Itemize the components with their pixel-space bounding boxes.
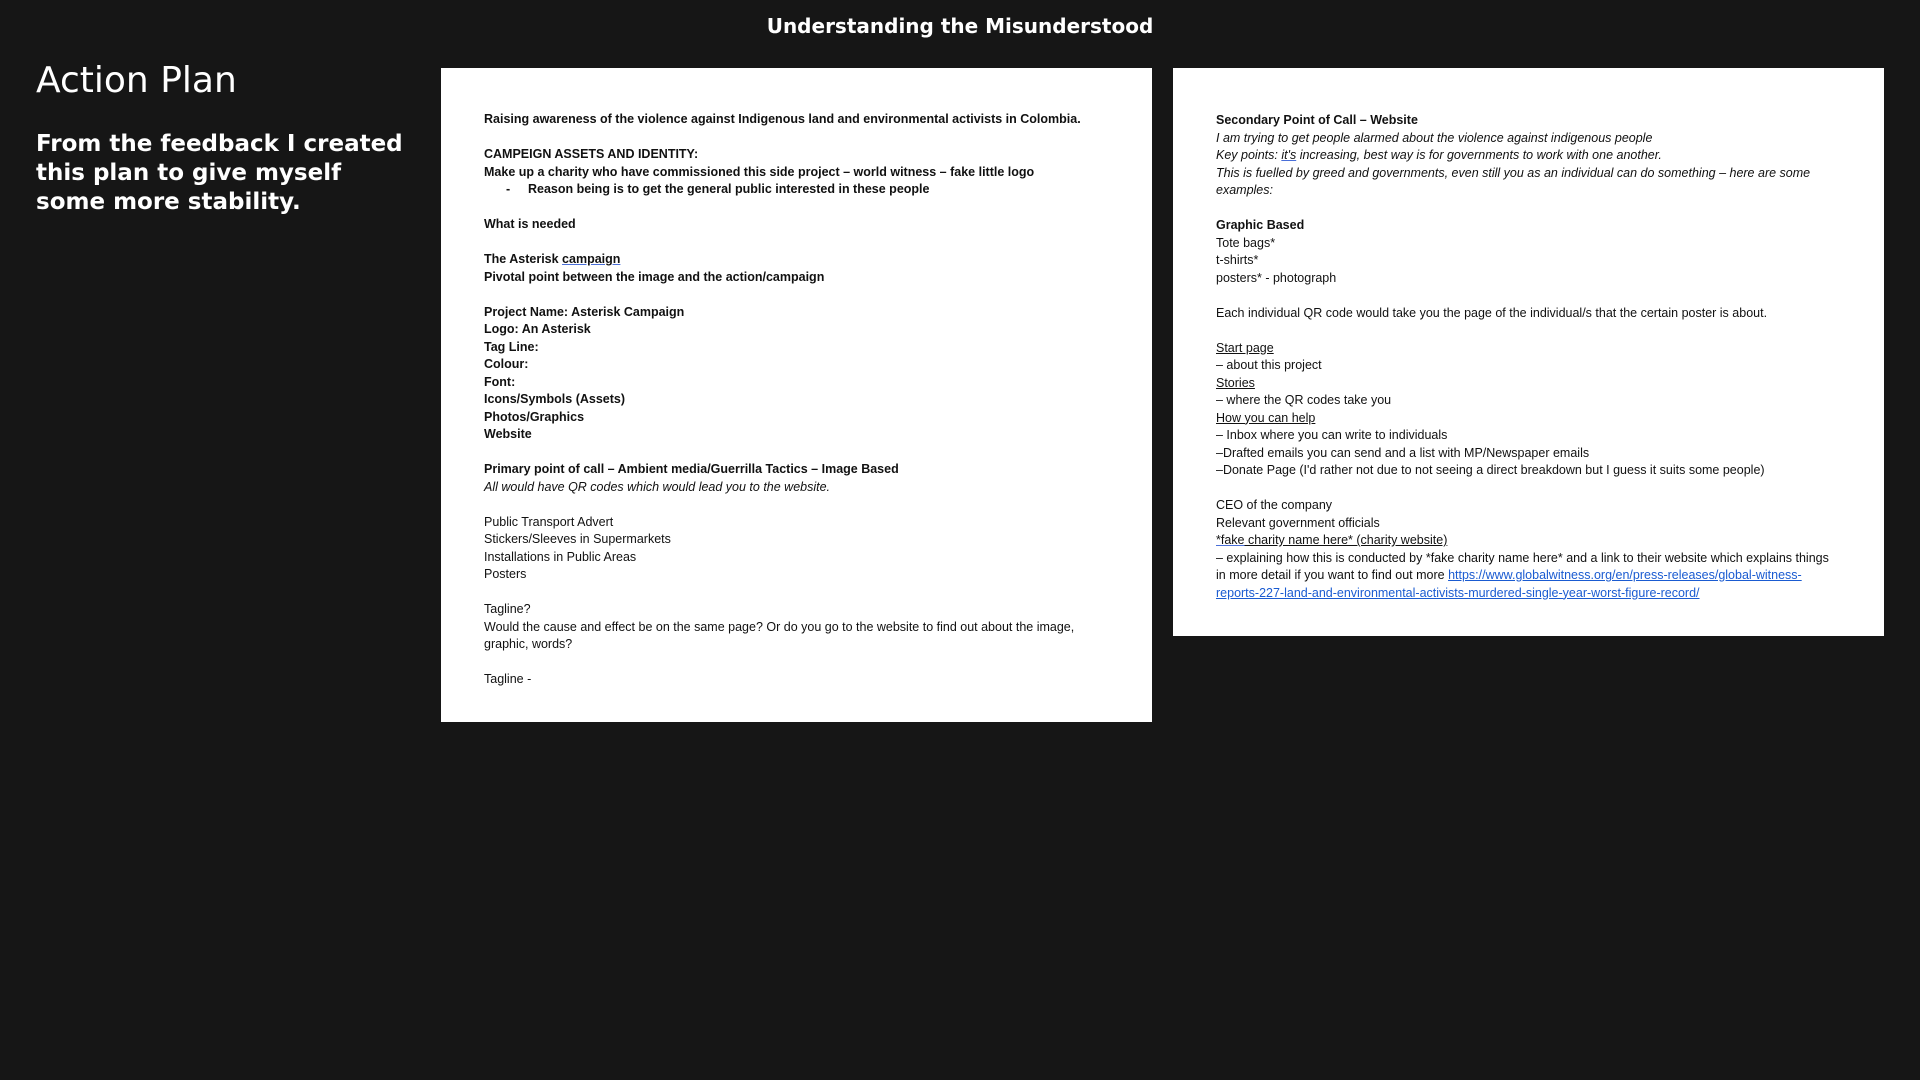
media-item: Stickers/Sleeves in Supermarkets — [484, 532, 671, 546]
primary-note: All would have QR codes which would lead you to the website. — [484, 479, 831, 494]
help-item: –Drafted emails you can send and a list with MP/Newspaper emails — [1216, 445, 1590, 460]
officials-line: Relevant government officials — [1216, 515, 1380, 530]
help-item: –Donate Page (I'd rather not due to not seeing a direct breakdown but I guess it suits some people) — [1216, 463, 1765, 477]
asterisk-prefix: The Asterisk — [484, 252, 563, 266]
field-project-name: Project Name: Asterisk Campaign — [484, 304, 685, 319]
key-points-line — [1216, 147, 1842, 165]
explain-text: – explaining how this is conducted by *fake charity name here* and a link to their website which explains things in more detail if you want to find out more — [1216, 550, 1833, 582]
stories-desc: – where the QR codes take you — [1216, 393, 1392, 407]
bullet-item — [484, 181, 1110, 199]
key-word: it's — [1281, 148, 1297, 162]
bullet-dash: - — [506, 182, 511, 196]
field-website: Website — [484, 427, 532, 441]
fake-rest: charity name here* (charity website) — [1244, 533, 1448, 547]
charity-line: Make up a charity who have commissioned this side project – world witness – fake little logo — [484, 164, 1035, 179]
media-item: Installations in Public Areas — [484, 549, 637, 564]
tagline-question: Tagline? — [484, 602, 531, 616]
ceo-line: CEO of the company — [1216, 498, 1333, 512]
media-item: Public Transport Advert — [484, 514, 614, 529]
field-photos: Photos/Graphics — [484, 409, 585, 424]
fake-charity-line — [1216, 532, 1842, 550]
global-witness-link[interactable]: https://www.globalwitness.org/en/press-releases/global-witness-reports-227-land-and-environmental-activists-murdered-single-year-worst-figure-record/ — [1216, 568, 1802, 600]
help-heading: How you can help — [1216, 410, 1316, 425]
pivotal-point: Pivotal point between the image and the action/campaign — [484, 269, 825, 284]
graphic-item: t-shirts* — [1216, 253, 1259, 267]
cause-effect: Would the cause and effect be on the same page? Or do you go to the website to find out about the image, graphic, words? — [484, 619, 1078, 651]
presentation-title: Understanding the Misunderstood — [766, 14, 1154, 38]
start-page-desc: – about this project — [1216, 358, 1322, 372]
media-item: Posters — [484, 567, 527, 581]
fake-word: *fake — [1216, 533, 1245, 547]
slide-heading: Action Plan — [36, 60, 237, 101]
doc-intro: Raising awareness of the violence against Indigenous land and environmental activists in Colombia. — [484, 112, 1081, 126]
assets-heading: CAMPEIGN ASSETS AND IDENTITY: — [484, 147, 699, 161]
asterisk-campaign-word: campaign — [562, 252, 621, 266]
key-prefix: Key points: — [1216, 148, 1282, 162]
key-rest: increasing, best way is for governments to work with one another. — [1296, 148, 1662, 162]
field-tag-line: Tag Line: — [484, 339, 539, 354]
graphic-item: Tote bags* — [1216, 235, 1276, 250]
slide-subheading: From the feedback I created this plan to give myself some more stability. — [36, 131, 403, 215]
primary-heading: Primary point of call – Ambient media/Guerrilla Tactics – Image Based — [484, 462, 899, 476]
explain-paragraph — [1216, 550, 1842, 603]
tagline-dash: Tagline - — [484, 672, 532, 686]
secondary-heading: Secondary Point of Call – Website — [1216, 113, 1418, 127]
bullet-text: Reason being is to get the general public interested in these people — [528, 182, 930, 196]
field-logo: Logo: An Asterisk — [484, 322, 591, 336]
help-item: – Inbox where you can write to individuals — [1216, 428, 1448, 442]
document-page-right — [1173, 68, 1884, 636]
stories-heading: Stories — [1216, 375, 1255, 390]
fuelled-line: This is fuelled by greed and governments, even still you as an individual can do something – here are some examples: — [1216, 165, 1814, 197]
field-font: Font: — [484, 374, 516, 389]
what-is-needed: What is needed — [484, 217, 576, 231]
field-icons: Icons/Symbols (Assets) — [484, 392, 626, 406]
start-page-heading: Start page — [1216, 340, 1274, 355]
graphic-item: posters* - photograph — [1216, 270, 1337, 285]
asterisk-campaign-line — [484, 251, 1110, 269]
graphic-heading: Graphic Based — [1216, 218, 1305, 232]
field-colour: Colour: — [484, 357, 529, 371]
alarm-line: I am trying to get people alarmed about the violence against indigenous people — [1216, 130, 1653, 145]
document-page-left — [441, 68, 1152, 722]
qr-note: Each individual QR code would take you the page of the individual/s that the certain poster is about. — [1216, 305, 1768, 320]
